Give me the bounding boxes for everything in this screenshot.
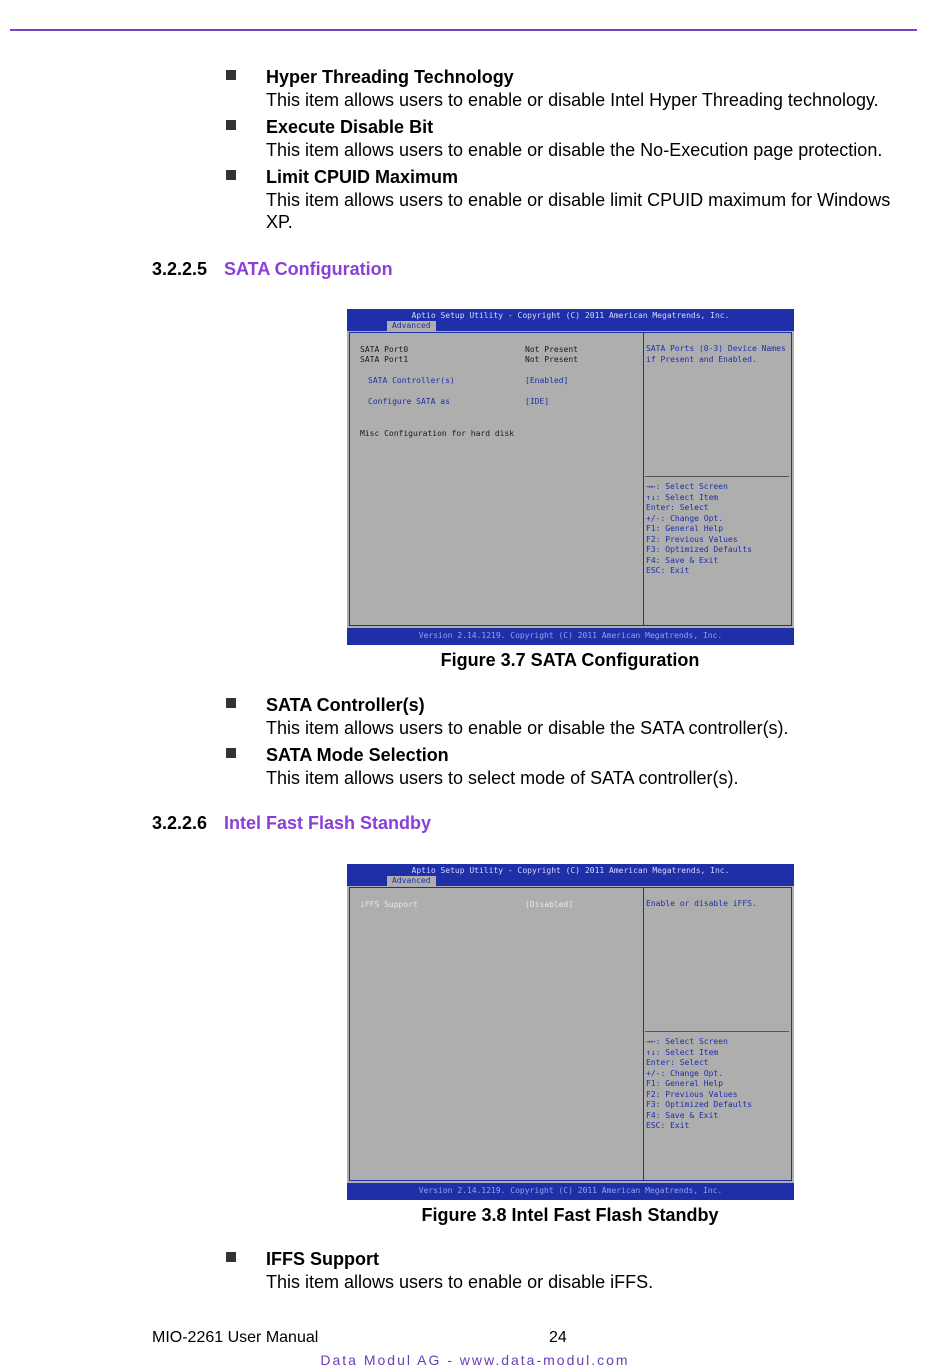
bullet-title: Execute Disable Bit xyxy=(266,117,434,137)
key-enter: Enter: Select xyxy=(646,503,709,512)
bios-row-label: SATA Port0 xyxy=(360,345,409,354)
bios-divider xyxy=(643,332,644,626)
square-bullet-icon xyxy=(226,70,236,80)
bullet-title: IFFS Support xyxy=(266,1249,379,1269)
list-item xyxy=(224,693,924,739)
list-item xyxy=(224,743,924,789)
site-footer: Data Modul AG - www.data-modul.com xyxy=(320,1352,630,1368)
bullet-title: Hyper Threading Technology xyxy=(266,67,514,87)
key-change-opt: +/-: Change Opt. xyxy=(646,513,724,523)
list-item xyxy=(224,115,924,161)
bios-key-legend xyxy=(646,1037,752,1132)
list-item xyxy=(224,65,924,111)
key-select-item: ↑↓: Select Item xyxy=(646,492,719,502)
iffs-support-value[interactable]: [Disabled] xyxy=(525,900,574,909)
square-bullet-icon xyxy=(226,698,236,708)
key-f2: F2: Previous Values xyxy=(646,1089,738,1099)
key-f2: F2: Previous Values xyxy=(646,534,738,544)
square-bullet-icon xyxy=(226,170,236,180)
bios-help-text: SATA Ports (0-3) Device Names if Present and Enabled. xyxy=(646,344,786,364)
iffs-support-option[interactable]: iFFS Support xyxy=(360,900,418,909)
misc-config-label: Misc Configuration for hard disk xyxy=(360,429,515,438)
bios-help-divider xyxy=(645,476,789,477)
configure-sata-value[interactable]: [IDE] xyxy=(525,397,550,406)
bullet-title: SATA Controller(s) xyxy=(266,695,425,715)
figure-caption: Figure 3.7 SATA Configuration xyxy=(440,650,700,670)
key-esc: ESC: Exit xyxy=(646,1121,690,1130)
list-item xyxy=(224,165,924,233)
section-heading xyxy=(152,257,393,281)
bios-screenshot-sata xyxy=(347,309,794,645)
square-bullet-icon xyxy=(226,120,236,130)
bullet-desc: This item allows users to enable or disable the SATA controller(s). xyxy=(266,718,789,738)
section-heading xyxy=(152,811,431,835)
key-f1: F1: General Help xyxy=(646,1079,724,1088)
top-rule xyxy=(10,29,917,31)
bios-key-legend xyxy=(646,482,752,577)
bios-row-value: Not Present xyxy=(525,355,578,364)
bullet-title: SATA Mode Selection xyxy=(266,745,449,765)
key-esc: ESC: Exit xyxy=(646,566,690,575)
bullet-desc: This item allows users to enable or disable Intel Hyper Threading technology. xyxy=(266,90,879,110)
bios-row-value: Not Present xyxy=(525,345,578,354)
section-number: 3.2.2.6 xyxy=(152,813,208,833)
bullet-desc: This item allows users to enable or disable iFFS. xyxy=(266,1272,654,1292)
tab-advanced[interactable]: Advanced xyxy=(387,321,436,331)
configure-sata-option[interactable]: Configure SATA as xyxy=(368,397,450,406)
key-select-screen: →←: Select Screen xyxy=(646,482,728,491)
key-select-screen: →←: Select Screen xyxy=(646,1037,728,1046)
manual-title: MIO-2261 User Manual xyxy=(152,1329,319,1346)
key-f4: F4: Save & Exit xyxy=(646,555,719,565)
bios-help-text: Enable or disable iFFS. xyxy=(646,899,757,908)
figure-caption: Figure 3.8 Intel Fast Flash Standby xyxy=(421,1205,719,1225)
section-title: Intel Fast Flash Standby xyxy=(224,813,432,833)
bios-divider xyxy=(643,887,644,1181)
bios-title: Aptio Setup Utility - Copyright (C) 2011 American Megatrends, Inc. xyxy=(411,311,730,320)
list-item xyxy=(224,1247,924,1293)
sata-controller-value[interactable]: [Enabled] xyxy=(525,376,569,385)
bullet-desc: This item allows users to select mode of SATA controller(s). xyxy=(266,768,739,788)
key-f3: F3: Optimized Defaults xyxy=(646,545,752,554)
bullet-list-bottom xyxy=(224,1247,924,1297)
key-enter: Enter: Select xyxy=(646,1058,709,1067)
tab-advanced[interactable]: Advanced xyxy=(387,876,436,886)
key-f3: F3: Optimized Defaults xyxy=(646,1100,752,1109)
bullet-list-mid xyxy=(224,693,924,793)
bios-help-divider xyxy=(645,1031,789,1032)
bios-row-label: SATA Port1 xyxy=(360,355,409,364)
bullet-desc: This item allows users to enable or disable limit CPUID maximum for Windows XP. xyxy=(266,190,891,232)
bios-screenshot-iffs xyxy=(347,864,794,1200)
square-bullet-icon xyxy=(226,748,236,758)
bios-footer: Version 2.14.1219. Copyright (C) 2011 American Megatrends, Inc. xyxy=(418,631,723,640)
section-title: SATA Configuration xyxy=(224,259,393,279)
bios-frame xyxy=(349,887,792,1181)
bullet-title: Limit CPUID Maximum xyxy=(266,167,459,187)
key-f1: F1: General Help xyxy=(646,524,724,533)
page-number: 24 xyxy=(549,1329,567,1346)
bios-footer: Version 2.14.1219. Copyright (C) 2011 American Megatrends, Inc. xyxy=(418,1186,723,1195)
sata-controller-option[interactable]: SATA Controller(s) xyxy=(368,376,455,385)
bullet-list-top xyxy=(224,65,924,237)
key-f4: F4: Save & Exit xyxy=(646,1110,719,1120)
section-number: 3.2.2.5 xyxy=(152,259,208,279)
square-bullet-icon xyxy=(226,1252,236,1262)
bullet-desc: This item allows users to enable or disable the No-Execution page protection. xyxy=(266,140,883,160)
bios-title: Aptio Setup Utility - Copyright (C) 2011 American Megatrends, Inc. xyxy=(411,866,730,875)
key-select-item: ↑↓: Select Item xyxy=(646,1047,719,1057)
key-change-opt: +/-: Change Opt. xyxy=(646,1068,724,1078)
